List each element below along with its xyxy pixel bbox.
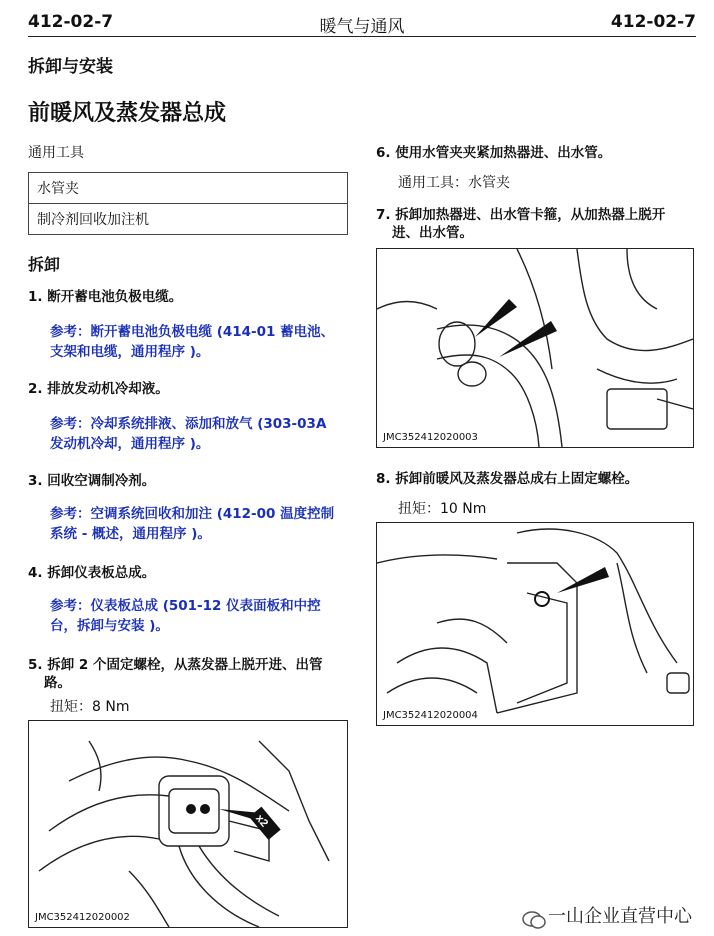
tool-cell: 水管夹 [29, 173, 348, 204]
page-number-right: 412-02-7 [610, 12, 696, 32]
arrow-icon [499, 321, 557, 357]
step-number: 8. [376, 471, 391, 487]
reference-line: 系统 - 概述，通用程序 )。 [50, 526, 211, 542]
figure-upper-bolt [376, 522, 694, 726]
figure-code: JMC352412020002 [35, 912, 130, 923]
figure-drawing [377, 523, 693, 725]
arrow-icon [475, 299, 517, 337]
step-number: 7. [376, 207, 391, 223]
table-row [29, 173, 348, 204]
step-number: 4. [28, 565, 43, 581]
reference-line: 参考：空调系统回收和加注 (412-00 温度控制 [50, 506, 335, 522]
quantity-badge: x2 [253, 812, 271, 830]
step-4 [28, 564, 155, 582]
step-number: 5. [28, 657, 43, 673]
section-title: 拆卸与安装 [28, 57, 113, 77]
step-text: 进、出水管。 [392, 225, 473, 241]
bolt-icon [200, 804, 210, 814]
chat-icon [522, 910, 546, 930]
reference-line: 参考：冷却系统排液、添加和放气 (303-03A [50, 416, 327, 432]
step-5 [28, 656, 323, 692]
reference-link-3[interactable] [50, 504, 334, 544]
reference-line: 台，拆卸与安装 )。 [50, 618, 169, 634]
step-text: 回收空调制冷剂。 [47, 473, 156, 489]
figure-drawing [29, 721, 347, 927]
table-row [29, 204, 348, 235]
step-8 [376, 470, 638, 488]
figure-code: JMC352412020003 [383, 432, 478, 443]
watermark-text: 一山企业直营中心 [548, 906, 692, 927]
procedure-title: 前暖风及蒸发器总成 [28, 101, 227, 126]
step-text: 拆卸前暖风及蒸发器总成右上固定螺栓。 [395, 471, 639, 487]
tools-table [28, 172, 348, 235]
figure-code: JMC352412020004 [383, 710, 478, 721]
step-2 [28, 380, 169, 398]
step-7 [376, 206, 665, 242]
reference-line: 支架和电缆，通用程序 )。 [50, 344, 210, 360]
step-text: 断开蓄电池负极电缆。 [47, 289, 183, 305]
step-6 [376, 144, 611, 162]
reference-line: 发动机冷却，通用程序 )。 [50, 436, 210, 452]
chapter-title: 暖气与通风 [319, 17, 405, 37]
step-text: 拆卸 2 个固定螺栓，从蒸发器上脱开进、出管 [47, 657, 323, 673]
page-header [28, 6, 696, 37]
page-number-left: 412-02-7 [28, 12, 114, 32]
torque-spec-8: 扭矩：10 Nm [398, 501, 487, 517]
step-text: 路。 [44, 675, 71, 691]
torque-spec-5: 扭矩：8 Nm [50, 699, 130, 715]
step-6-tool: 通用工具：水管夹 [398, 175, 510, 191]
step-number: 6. [376, 145, 391, 161]
reference-line: 参考：仪表板总成 (501-12 仪表面板和中控 [50, 598, 321, 614]
removal-heading: 拆卸 [28, 255, 61, 274]
bolt-icon [535, 592, 549, 606]
step-number: 3. [28, 473, 43, 489]
figure-drawing [377, 249, 693, 447]
step-text: 拆卸仪表板总成。 [47, 565, 156, 581]
tool-cell: 制冷剂回收加注机 [29, 204, 348, 235]
step-1 [28, 288, 182, 306]
step-number: 2. [28, 381, 43, 397]
step-text: 拆卸加热器进、出水管卡箍，从加热器上脱开 [395, 207, 666, 223]
reference-link-1[interactable] [50, 322, 334, 362]
figure-heater-hoses [376, 248, 694, 448]
tools-label: 通用工具 [28, 145, 84, 161]
step-text: 排放发动机冷却液。 [47, 381, 169, 397]
step-3 [28, 472, 155, 490]
step-number: 1. [28, 289, 43, 305]
step-text: 使用水管夹夹紧加热器进、出水管。 [395, 145, 612, 161]
bolt-icon [186, 804, 196, 814]
reference-link-2[interactable] [50, 414, 326, 454]
reference-link-4[interactable] [50, 596, 321, 636]
figure-bolts [28, 720, 348, 928]
reference-line: 参考：断开蓄电池负极电缆 (414-01 蓄电池、 [50, 324, 335, 340]
